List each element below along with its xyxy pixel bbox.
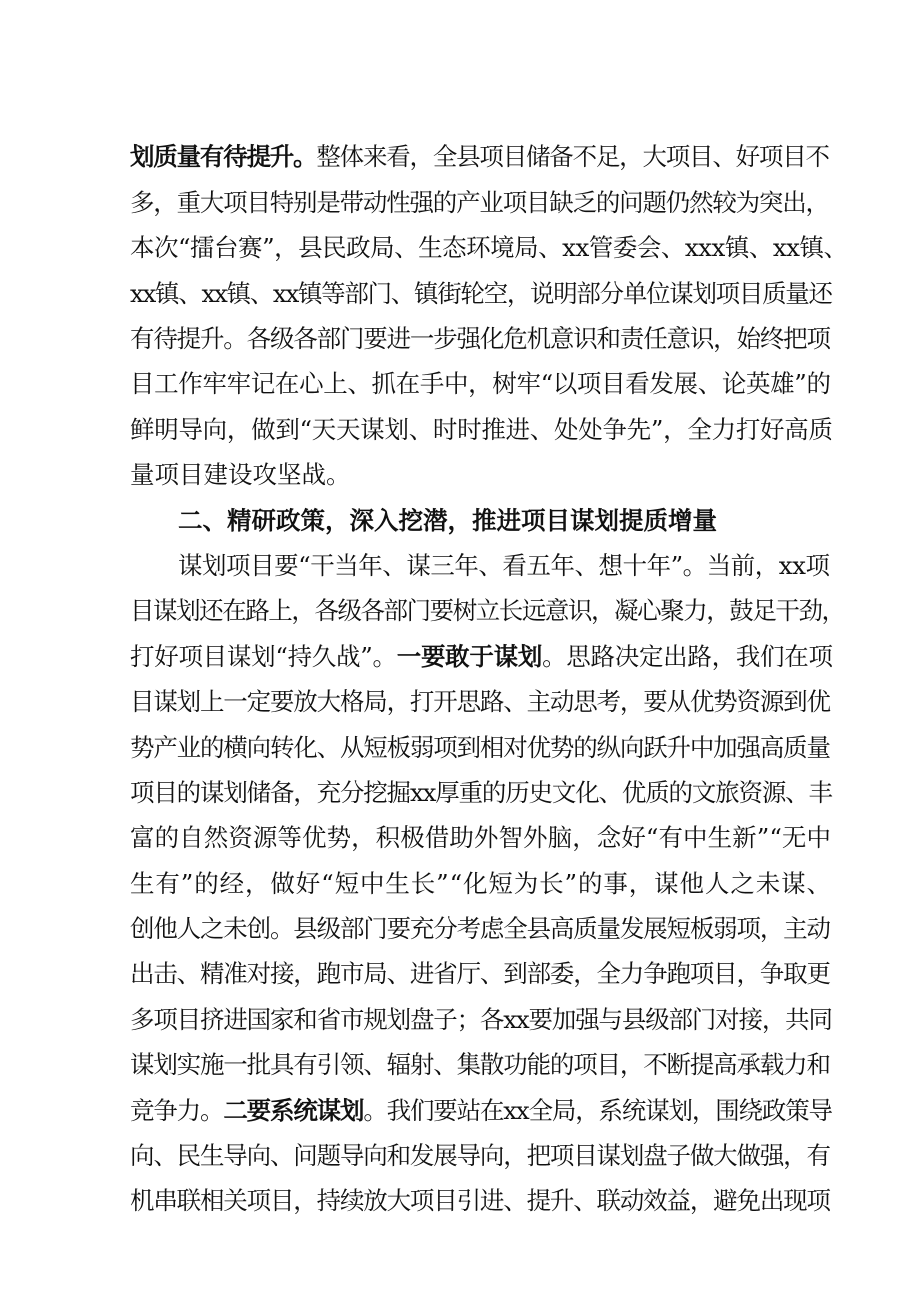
paragraph-line	[130, 188, 829, 218]
text-run: 目谋划上一定要放大格局，打开思路、主动思考，要从优势资源到优	[130, 687, 830, 716]
text-run: 。我们要站在xx全局，系统谋划，围绕政策导	[363, 1096, 832, 1125]
paragraph-line	[130, 733, 830, 763]
paragraph-line	[130, 1186, 830, 1216]
paragraph-line	[130, 233, 848, 263]
text-run: 项目的谋划储备，充分挖掘xx厚重的历史文化、优质的文旅资源、丰	[130, 778, 832, 807]
text-run: xx镇、xx镇、xx镇等部门、镇街轮空，说明部分单位谋划项目质量还	[130, 279, 832, 308]
text-run: 谋划实施一批具有引领、辐射、集散功能的项目，不断提高承载力和	[130, 1050, 830, 1079]
text-run: 量项目建设攻坚战。	[130, 460, 351, 489]
text-run: 目工作牢牢记在心上、抓在手中，树牢“以项目看发展、论英雄”的	[130, 369, 831, 398]
text-run: 多项目挤进国家和省市规划盘子；各xx要加强与县级部门对接，共同	[130, 1005, 832, 1034]
bold-text: 一要敢于谋划	[396, 642, 543, 671]
text-run: 本次“擂台赛”，县民政局、生态环境局、xx管委会、xxx镇、xx镇、	[130, 233, 848, 262]
bold-text: 二、精研政策，深入挖潜，推进项目谋划提质增量	[178, 506, 717, 535]
paragraph-line	[130, 1005, 832, 1035]
paragraph-line	[130, 959, 830, 989]
text-run: 生有”的经，做好“短中生长”“化短为长”的事，谋他人之未谋、	[130, 869, 832, 898]
text-run: 有待提升。各级各部门要进一步强化危机意识和责任意识，始终把项	[130, 324, 830, 353]
paragraph-line	[130, 142, 829, 172]
text-run: 目谋划还在路上，各级各部门要树立长远意识，凝心聚力，鼓足干劲，	[130, 596, 845, 625]
text-run: 多，重大项目特别是带动性强的产业项目缺乏的问题仍然较为突出，	[130, 188, 829, 217]
text-run: 机串联相关项目，持续放大项目引进、提升、联动效益，避免出现项	[130, 1186, 830, 1215]
paragraph-line	[130, 1096, 832, 1126]
paragraph-line	[130, 324, 830, 354]
text-run: 打好项目谋划“持久战”。	[130, 642, 397, 671]
text-run: 。思路决定出路，我们在项	[542, 642, 833, 671]
paragraph-line	[130, 914, 830, 944]
paragraph-line	[130, 1050, 830, 1080]
paragraph-line	[130, 460, 351, 490]
text-run: 向、民生导向、问题导向和发展导向，把项目谋划盘子做大做强，有	[130, 1141, 830, 1170]
text-run: 整体来看，全县项目储备不足，大项目、好项目不	[316, 142, 829, 171]
paragraph-line	[130, 369, 831, 399]
paragraph-line	[130, 415, 833, 445]
text-run: 鲜明导向，做到“天天谋划、时时推进、处处争先”，全力打好高质	[130, 415, 833, 444]
text-run: 竞争力。	[130, 1096, 224, 1125]
bold-text: 划质量有待提升。	[130, 142, 317, 171]
bold-text: 二要系统谋划	[223, 1096, 364, 1125]
text-run: 势产业的横向转化、从短板弱项到相对优势的纵向跃升中加强高质量	[130, 733, 830, 762]
paragraph-line	[130, 869, 832, 899]
paragraph-line	[130, 642, 833, 672]
section-heading	[178, 506, 717, 536]
text-run: 富的自然资源等优势，积极借助外智外脑，念好“有中生新”“无中	[130, 823, 832, 852]
paragraph-line	[130, 1141, 830, 1171]
paragraph-line	[130, 279, 832, 309]
text-run: 出击、精准对接，跑市局、进省厅、到部委，全力争跑项目，争取更	[130, 959, 830, 988]
text-run: 创他人之未创。县级部门要充分考虑全县高质量发展短板弱项，主动	[130, 914, 830, 943]
text-run: 谋划项目要“干当年、谋三年、看五年、想十年”。当前，xx项	[178, 551, 830, 580]
paragraph-line	[178, 551, 830, 581]
paragraph-line	[130, 778, 832, 808]
paragraph-line	[130, 596, 845, 626]
paragraph-line	[130, 687, 830, 717]
paragraph-line	[130, 823, 831, 853]
